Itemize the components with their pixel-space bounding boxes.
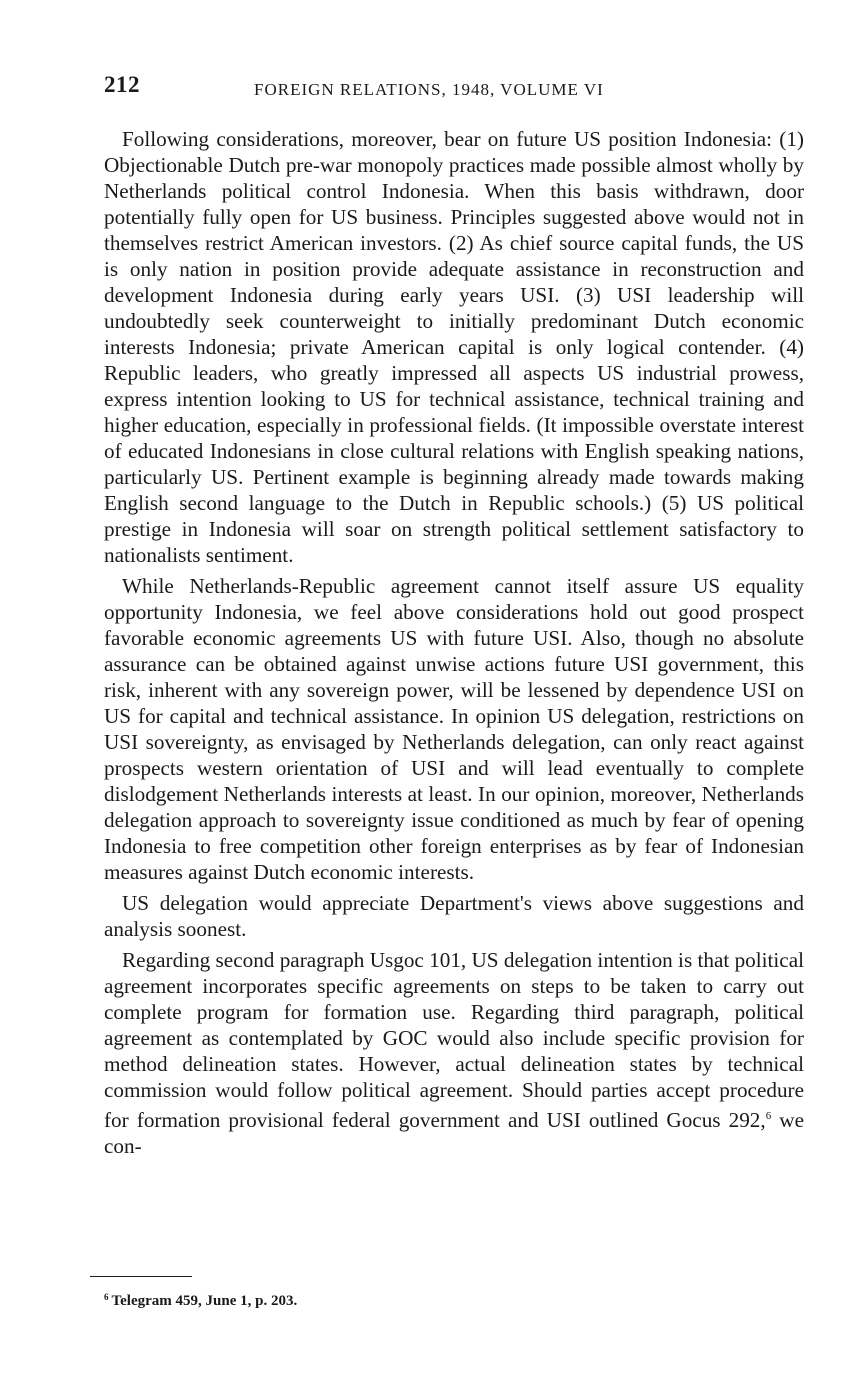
footnote-divider [90,1276,192,1277]
paragraph-usgoc-tail: we con- [104,1108,804,1158]
page-header [104,72,804,102]
running-head: FOREIGN RELATIONS, 1948, VOLUME VI [254,80,604,99]
footnote-text: Telegram 459, June 1, p. 203. [111,1293,298,1309]
footnote-reference[interactable]: 6 [765,1110,772,1122]
body-text [104,126,804,1159]
paragraph-agreement: While Netherlands-Republic agreement cannot itself assure US equality opportunity Indonesia, we feel above considerations hold out good prospect favorable economic agreements US with future USI. Also, though no absolute assurance can be obtained against unwise actions future USI government, this risk, inherent with any sovereign power, will be lessened by dependence USI on US for capital and technical assistance. In opinion US delegation, restrictions on USI sovereignty, as envisaged by Netherlands delegation, can only react against prospects western orientation of USI and will lead eventually to complete dislodgement Netherlands interests at least. In our opinion, moreover, Netherlands delegation approach to sovereignty issue conditioned as much by fear of opening Indonesia to free competition other foreign enterprises as by fear of Indonesian measures against Dutch economic interests. [104,574,804,884]
paragraph-request: US delegation would appreciate Department's views above suggestions and analysis soonest. [104,891,804,941]
paragraph-usgoc-text: Regarding second paragraph Usgoc 101, US delegation intention is that political agreement incorporates specific agreements on steps to be taken to carry out complete program for formation use. Regarding third paragraph, political agreement as contemplated by GOC would also include specific provision for method delineation states. However, actual delineation states by technical commission would follow political agreement. Should parties accept procedure for formation provisional federal government and USI outlined Gocus 292, [104,948,804,1132]
footnote-marker: 6 [104,1292,109,1302]
page-number: 212 [104,72,140,97]
paragraph-considerations: Following considerations, moreover, bear on future US position Indonesia: (1) Objectionable Dutch pre-war monopoly practices made possible almost wholly by Netherlands political control Indonesia. When this basis withdrawn, door potentially fully open for US business. Principles suggested above would not in themselves restrict American investors. (2) As chief source capital funds, the US is only nation in position provide adequate assistance in reconstruction and development Indonesia during early years USI. (3) USI leadership will undoubtedly seek counterweight to initially predominant Dutch economic interests Indonesia; private American capital is only logical contender. (4) Republic leaders, who greatly impressed all aspects US industrial prowess, express intention looking to US for technical assistance, technical training and higher education, especially in professional fields. (It impossible overstate interest of educated Indonesians in close cultural relations with English speaking nations, particularly US. Pertinent example is beginning already made towards making English second language to the Dutch in Republic schools.) (5) US political prestige in Indonesia will soar on strength political settlement satisfactory to nationalists sentiment. [104,127,804,567]
paragraph-usgoc [104,947,804,1159]
footnote [104,1292,297,1310]
